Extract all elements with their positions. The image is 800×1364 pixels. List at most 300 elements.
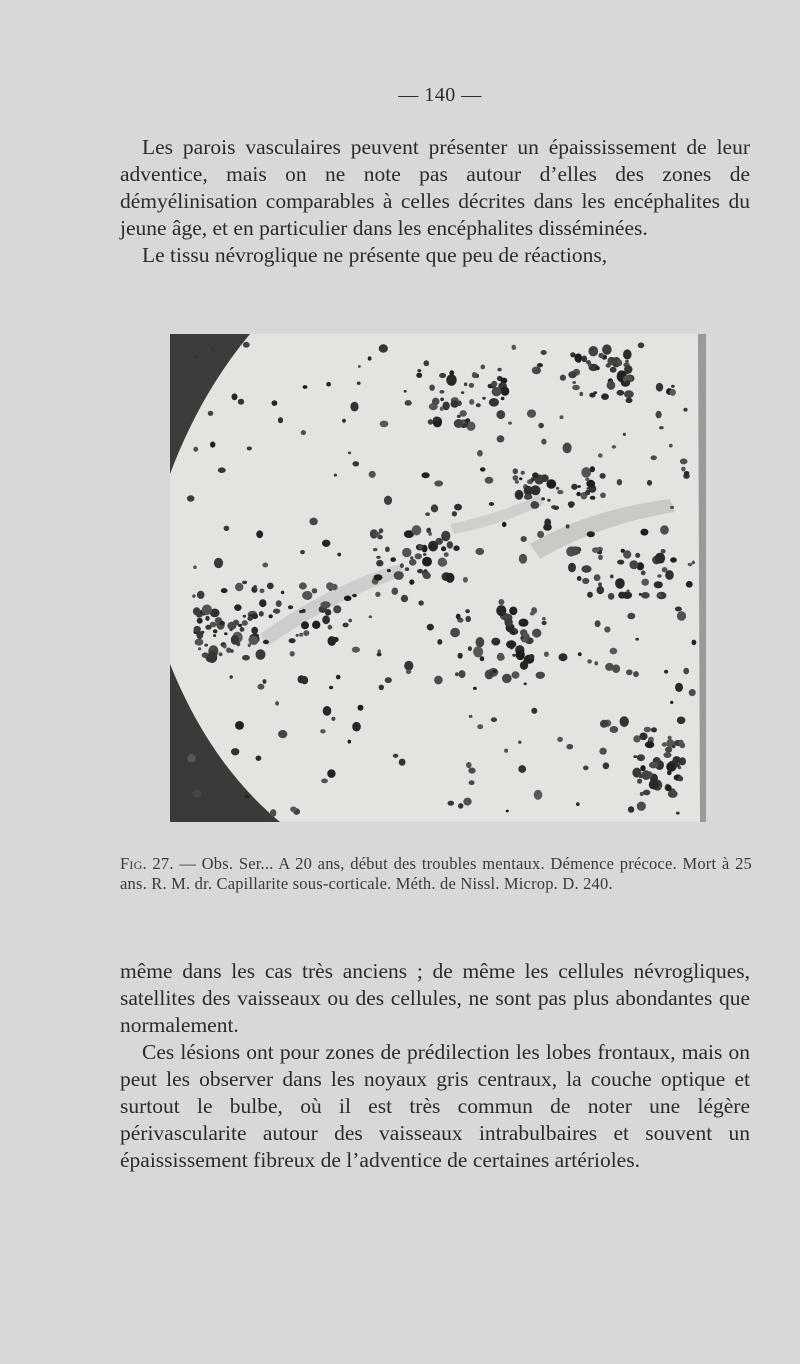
cell-nucleus — [570, 352, 575, 357]
cell-nucleus — [249, 636, 259, 645]
cell-nucleus — [415, 553, 422, 559]
cell-nucleus — [422, 472, 430, 478]
cell-nucleus — [492, 670, 497, 673]
cell-nucleus — [480, 656, 485, 661]
cell-nucleus — [676, 812, 680, 815]
cell-nucleus — [571, 546, 580, 555]
cell-nucleus — [675, 683, 683, 692]
cell-nucleus — [440, 398, 444, 402]
cell-nucleus — [221, 588, 228, 593]
cell-nucleus — [400, 563, 404, 568]
cell-nucleus — [232, 393, 238, 400]
cell-nucleus — [662, 742, 668, 746]
cell-nucleus — [683, 668, 689, 675]
cell-nucleus — [498, 599, 504, 605]
cell-nucleus — [649, 780, 659, 790]
cell-nucleus — [532, 367, 541, 375]
cell-nucleus — [290, 807, 297, 812]
cell-nucleus — [502, 674, 512, 683]
cell-nucleus — [502, 522, 507, 527]
cell-nucleus — [380, 421, 389, 428]
paragraph: Le tissu névroglique ne présente que peu de réactions, — [142, 243, 608, 267]
cell-nucleus — [242, 620, 248, 626]
cell-nucleus — [572, 385, 580, 391]
cell-nucleus — [197, 591, 205, 599]
cell-nucleus — [460, 410, 467, 417]
cell-nucleus — [461, 391, 464, 394]
cell-nucleus — [303, 385, 308, 389]
cell-nucleus — [423, 572, 431, 579]
cell-nucleus — [506, 810, 509, 813]
cell-nucleus — [441, 531, 450, 542]
cell-nucleus — [532, 629, 541, 638]
cell-nucleus — [299, 582, 307, 589]
cell-nucleus — [198, 647, 201, 650]
cell-nucleus — [604, 626, 610, 632]
cell-nucleus — [623, 433, 626, 436]
cell-nucleus — [193, 565, 197, 569]
cell-nucleus — [439, 373, 446, 378]
cell-nucleus — [651, 727, 657, 732]
cell-nucleus — [278, 730, 287, 738]
cell-nucleus — [229, 628, 232, 631]
cell-nucleus — [640, 529, 648, 536]
cell-nucleus — [587, 531, 595, 537]
cell-nucleus — [390, 557, 396, 562]
cell-nucleus — [430, 543, 435, 549]
cell-nucleus — [581, 565, 591, 572]
cell-nucleus — [692, 561, 695, 565]
cell-nucleus — [628, 806, 634, 813]
cell-nucleus — [497, 653, 505, 661]
cell-nucleus — [477, 450, 483, 457]
cell-nucleus — [321, 779, 328, 784]
cell-nucleus — [596, 366, 600, 370]
cell-nucleus — [654, 581, 663, 588]
cell-nucleus — [678, 766, 681, 770]
cell-nucleus — [626, 380, 631, 385]
cell-nucleus — [641, 579, 649, 586]
cell-nucleus — [289, 638, 296, 643]
cell-nucleus — [210, 442, 215, 448]
cell-nucleus — [465, 616, 471, 622]
cell-nucleus — [418, 600, 424, 605]
cell-nucleus — [269, 614, 273, 618]
cell-nucleus — [537, 531, 544, 538]
cell-nucleus — [647, 480, 652, 486]
cell-nucleus — [192, 789, 201, 797]
cell-nucleus — [678, 776, 684, 781]
cell-nucleus — [256, 756, 262, 761]
cell-nucleus — [196, 631, 203, 639]
cell-nucleus — [242, 655, 250, 661]
cell-nucleus — [334, 474, 337, 477]
cell-nucleus — [219, 621, 225, 625]
cell-nucleus — [521, 638, 527, 643]
cell-nucleus — [230, 649, 234, 653]
cell-nucleus — [376, 560, 383, 567]
cell-nucleus — [447, 541, 453, 549]
cell-nucleus — [476, 403, 481, 407]
cell-nucleus — [424, 569, 427, 572]
cell-nucleus — [524, 494, 532, 500]
cell-nucleus — [513, 468, 518, 474]
cell-nucleus — [692, 640, 697, 646]
cell-nucleus — [301, 621, 309, 629]
cell-nucleus — [615, 578, 625, 589]
cell-nucleus — [231, 748, 239, 755]
cell-nucleus — [521, 536, 527, 542]
cell-nucleus — [598, 555, 603, 560]
cell-nucleus — [417, 369, 421, 372]
cell-nucleus — [298, 675, 306, 683]
cell-nucleus — [640, 765, 645, 771]
cell-nucleus — [369, 471, 376, 478]
cell-nucleus — [587, 592, 593, 598]
cell-nucleus — [410, 556, 413, 559]
cell-nucleus — [309, 518, 317, 526]
cell-nucleus — [611, 357, 615, 361]
cell-nucleus — [603, 762, 610, 769]
cell-nucleus — [673, 756, 681, 763]
cell-nucleus — [491, 717, 497, 722]
cell-nucleus — [489, 502, 494, 506]
cell-nucleus — [259, 599, 266, 607]
cell-nucleus — [394, 571, 404, 580]
cell-nucleus — [668, 790, 678, 798]
cell-nucleus — [620, 716, 629, 727]
cell-nucleus — [465, 609, 470, 613]
cell-nucleus — [196, 613, 202, 617]
cell-nucleus — [624, 390, 634, 398]
cell-nucleus — [238, 399, 244, 405]
cell-nucleus — [679, 742, 685, 748]
cell-nucleus — [449, 370, 454, 375]
cell-nucleus — [187, 495, 195, 501]
cell-nucleus — [393, 754, 399, 758]
cell-nucleus — [472, 372, 477, 378]
cell-nucleus — [612, 445, 617, 449]
cell-nucleus — [409, 579, 414, 584]
micrograph-image — [170, 334, 706, 822]
cell-nucleus — [270, 809, 276, 817]
cell-nucleus — [588, 346, 598, 356]
cell-nucleus — [660, 525, 669, 534]
cell-nucleus — [416, 373, 422, 378]
cell-nucleus — [290, 651, 295, 656]
cell-nucleus — [336, 675, 341, 680]
cell-nucleus — [377, 653, 382, 657]
cell-nucleus — [333, 637, 339, 642]
cell-nucleus — [192, 594, 195, 597]
cell-nucleus — [251, 627, 258, 634]
cell-nucleus — [207, 651, 217, 663]
cell-nucleus — [641, 592, 650, 599]
cell-nucleus — [230, 675, 233, 678]
cell-nucleus — [637, 779, 642, 784]
cell-nucleus — [663, 752, 671, 758]
cell-nucleus — [689, 689, 696, 696]
cell-nucleus — [577, 576, 582, 581]
cell-nucleus — [581, 467, 591, 478]
cell-nucleus — [439, 390, 444, 394]
cell-nucleus — [534, 790, 543, 800]
cell-nucleus — [466, 762, 472, 768]
cell-nucleus — [412, 525, 422, 535]
cell-nucleus — [303, 630, 309, 636]
cell-nucleus — [465, 418, 470, 422]
cell-nucleus — [491, 381, 497, 387]
cell-nucleus — [501, 397, 505, 401]
cell-nucleus — [627, 613, 635, 620]
cell-nucleus — [235, 583, 243, 591]
cell-nucleus — [208, 411, 214, 416]
cell-nucleus — [253, 587, 257, 590]
cell-nucleus — [598, 353, 603, 358]
cell-nucleus — [329, 686, 333, 689]
cell-nucleus — [260, 589, 265, 594]
cell-nucleus — [331, 717, 335, 721]
cell-nucleus — [607, 381, 616, 390]
cell-nucleus — [205, 616, 209, 621]
cell-nucleus — [684, 471, 689, 475]
cell-nucleus — [312, 621, 320, 629]
cell-nucleus — [546, 479, 556, 489]
cell-nucleus — [219, 652, 223, 656]
cell-nucleus — [530, 485, 540, 495]
cell-nucleus — [211, 347, 215, 351]
cell-nucleus — [594, 661, 598, 665]
cell-nucleus — [501, 387, 510, 396]
cell-nucleus — [194, 355, 198, 360]
cell-nucleus — [626, 398, 633, 403]
cell-nucleus — [578, 652, 582, 656]
cell-nucleus — [422, 557, 432, 567]
cell-nucleus — [519, 477, 522, 480]
cell-nucleus — [259, 611, 264, 617]
cell-nucleus — [658, 594, 661, 597]
cell-nucleus — [193, 447, 198, 452]
cell-nucleus — [402, 548, 411, 558]
cell-nucleus — [312, 588, 318, 593]
cell-nucleus — [633, 755, 637, 758]
cell-nucleus — [322, 615, 330, 624]
cell-nucleus — [519, 619, 529, 627]
cell-nucleus — [569, 505, 573, 508]
cell-nucleus — [617, 560, 624, 565]
cell-nucleus — [296, 634, 299, 637]
cell-nucleus — [326, 582, 334, 590]
cell-nucleus — [547, 499, 550, 502]
cell-nucleus — [657, 592, 667, 600]
cell-nucleus — [576, 802, 580, 806]
cell-nucleus — [357, 382, 361, 385]
cell-nucleus — [665, 570, 674, 580]
cell-nucleus — [242, 581, 247, 585]
cell-nucleus — [617, 390, 625, 396]
cell-nucleus — [320, 601, 330, 608]
cell-nucleus — [326, 382, 331, 387]
cell-nucleus — [418, 544, 422, 549]
cell-nucleus — [492, 387, 502, 396]
cell-nucleus — [657, 574, 661, 577]
figure-caption-text: — Obs. Ser... A 20 ans, début des troubles mentaux. Démence précoce. Mort à 25 ans. R. M. dr. Capillarite sous-corticale. Méth. de Nissl. Microp. D. 240. — [120, 854, 752, 893]
cell-nucleus — [553, 506, 559, 510]
cell-nucleus — [680, 458, 688, 464]
cell-nucleus — [205, 625, 211, 630]
cell-nucleus — [622, 592, 632, 599]
cell-nucleus — [353, 461, 360, 466]
cell-nucleus — [473, 646, 483, 657]
cell-nucleus — [299, 633, 303, 637]
cell-nucleus — [590, 348, 594, 351]
cell-nucleus — [506, 640, 516, 648]
cell-nucleus — [576, 492, 581, 496]
cell-nucleus — [223, 644, 227, 648]
cell-nucleus — [444, 552, 449, 557]
cell-nucleus — [358, 705, 364, 711]
cell-nucleus — [337, 553, 341, 557]
cell-nucleus — [463, 798, 471, 806]
cell-nucleus — [384, 496, 392, 505]
cell-nucleus — [438, 558, 447, 567]
cell-nucleus — [665, 747, 672, 753]
cell-nucleus — [583, 766, 589, 771]
cell-nucleus — [641, 570, 646, 575]
cell-nucleus — [401, 595, 408, 603]
cell-nucleus — [368, 356, 372, 360]
cell-nucleus — [531, 708, 537, 714]
cell-nucleus — [688, 563, 693, 566]
cell-nucleus — [610, 648, 618, 655]
cell-nucleus — [263, 640, 269, 644]
cell-nucleus — [598, 582, 602, 586]
cell-nucleus — [323, 706, 332, 716]
cell-nucleus — [582, 578, 589, 584]
cell-nucleus — [560, 415, 564, 419]
cell-nucleus — [453, 545, 459, 551]
cell-nucleus — [566, 744, 573, 750]
cell-nucleus — [516, 650, 525, 660]
cell-nucleus — [642, 770, 651, 780]
cell-nucleus — [344, 596, 352, 602]
cell-nucleus — [585, 478, 589, 481]
cell-nucleus — [542, 621, 547, 625]
cell-nucleus — [195, 639, 204, 646]
cell-nucleus — [566, 524, 570, 528]
cell-nucleus — [509, 607, 517, 616]
cell-nucleus — [476, 637, 485, 647]
cell-nucleus — [601, 393, 609, 400]
cell-nucleus — [670, 557, 677, 562]
cell-nucleus — [446, 374, 456, 386]
cell-nucleus — [433, 417, 440, 422]
cell-nucleus — [588, 362, 592, 366]
cell-nucleus — [527, 409, 536, 417]
cell-nucleus — [557, 490, 563, 494]
cell-nucleus — [392, 588, 399, 595]
cell-nucleus — [540, 474, 548, 482]
cell-nucleus — [233, 620, 239, 626]
cell-nucleus — [405, 400, 412, 406]
cell-nucleus — [644, 727, 651, 733]
cell-nucleus — [512, 632, 516, 635]
cell-nucleus — [213, 629, 218, 633]
cell-nucleus — [373, 548, 378, 551]
cell-nucleus — [463, 577, 468, 583]
cell-nucleus — [544, 652, 549, 657]
cell-nucleus — [448, 801, 455, 806]
cell-nucleus — [385, 677, 392, 683]
cell-nucleus — [352, 594, 357, 597]
cell-nucleus — [243, 342, 250, 348]
cell-nucleus — [262, 563, 268, 568]
cell-nucleus — [187, 754, 195, 762]
cell-nucleus — [504, 749, 508, 753]
cell-nucleus — [610, 367, 617, 373]
cell-nucleus — [623, 550, 631, 558]
cell-nucleus — [322, 540, 330, 547]
cell-nucleus — [379, 528, 384, 533]
cell-nucleus — [610, 726, 619, 733]
cell-nucleus — [485, 477, 494, 484]
cell-nucleus — [333, 605, 341, 613]
cell-nucleus — [627, 590, 630, 593]
micrograph-figure — [170, 334, 706, 822]
cell-nucleus — [670, 701, 673, 704]
cell-nucleus — [454, 419, 464, 428]
cell-nucleus — [450, 628, 460, 637]
cell-nucleus — [512, 671, 520, 678]
cell-nucleus — [659, 426, 664, 429]
cell-nucleus — [213, 634, 216, 637]
cell-nucleus — [468, 768, 475, 774]
cell-nucleus — [214, 558, 223, 568]
cell-nucleus — [629, 560, 638, 569]
cell-nucleus — [348, 452, 351, 455]
cell-nucleus — [599, 748, 606, 755]
cell-nucleus — [197, 618, 203, 624]
cell-nucleus — [320, 729, 325, 733]
cell-nucleus — [585, 490, 590, 495]
cell-nucleus — [531, 607, 537, 614]
cell-nucleus — [247, 616, 252, 621]
cell-nucleus — [626, 669, 633, 675]
cell-nucleus — [568, 371, 576, 378]
cell-nucleus — [451, 400, 459, 407]
cell-nucleus — [645, 741, 654, 748]
cell-nucleus — [600, 720, 608, 728]
cell-nucleus — [343, 623, 349, 628]
cell-nucleus — [224, 632, 228, 635]
cell-nucleus — [538, 423, 544, 429]
cell-nucleus — [668, 736, 672, 740]
cell-nucleus — [369, 615, 373, 618]
cell-nucleus — [376, 556, 380, 559]
cell-nucleus — [595, 620, 601, 627]
cell-nucleus — [656, 411, 662, 419]
cell-nucleus — [529, 654, 535, 659]
cell-nucleus — [559, 653, 568, 661]
cell-nucleus — [342, 419, 346, 423]
cell-nucleus — [428, 419, 434, 425]
cell-nucleus — [639, 733, 647, 741]
cell-nucleus — [272, 400, 278, 406]
cell-nucleus — [579, 392, 583, 396]
cell-nucleus — [350, 402, 358, 412]
cell-nucleus — [633, 671, 639, 677]
cell-nucleus — [454, 504, 462, 511]
